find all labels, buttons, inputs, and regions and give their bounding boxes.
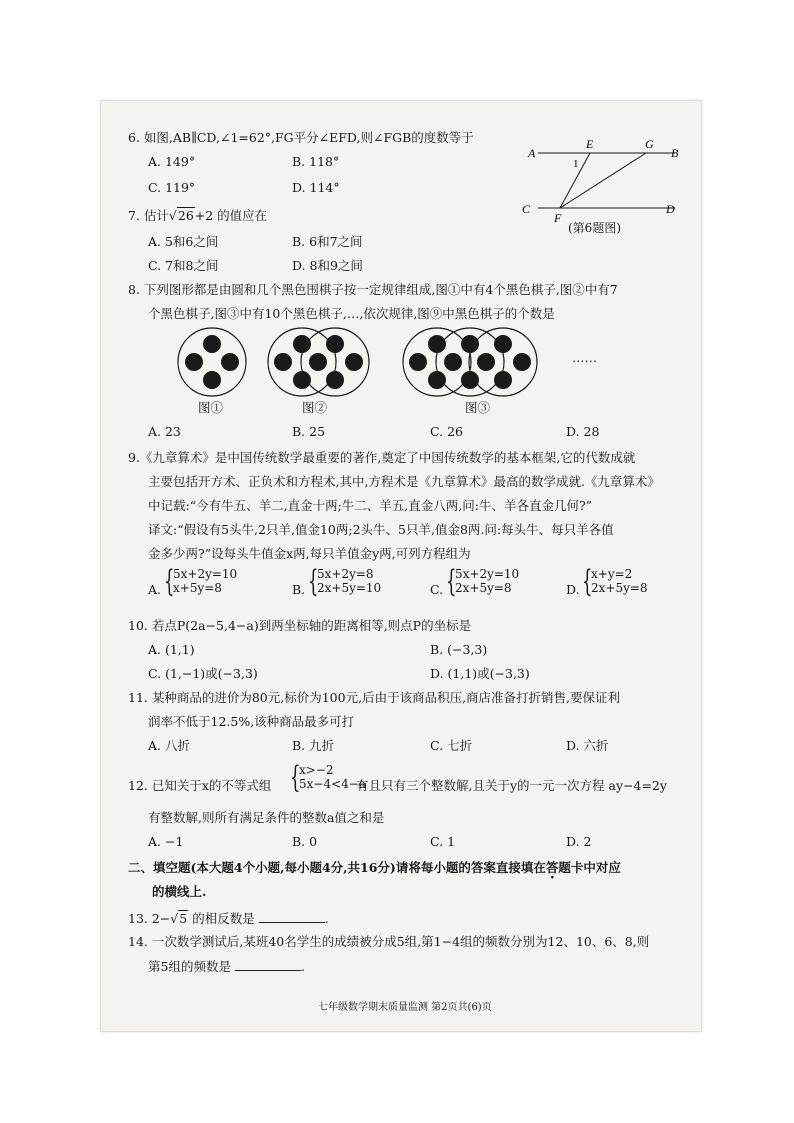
q9-line-3: 中记载:“今有牛五、羊二,直金十两;牛二、羊五,直金八两,问:牛、羊各直金几何?” (148, 498, 593, 513)
q9-line-2: 主要包括开方术、正负术和方程术,其中,方程术是《九章算术》最高的数学成就.《九章算术》 (148, 474, 660, 489)
brace-icon: { (446, 564, 457, 599)
q13-pre: 13. 2− (128, 911, 171, 926)
q11-line-2: 润率不低于12.5%,该种商品最多可打 (148, 714, 355, 729)
q12-option-c: C. 1 (430, 834, 456, 849)
page-footer: 七年级数学期末质量监测 第2页共(6)页 (318, 1002, 492, 1013)
q8-ellipsis: …… (572, 350, 597, 365)
q14-line-1: 14. 一次数学测试后,某班40名学生的成绩被分成5组,第1−4组的频数分别为12、10、6、8,则 (128, 934, 650, 949)
q13-end: . (324, 911, 329, 926)
q9-option-a-eq1: 5x+2y=10 (173, 567, 238, 581)
section2-heading-line2: 的横线上. (152, 884, 207, 899)
q11-option-d: D. 六折 (566, 738, 609, 753)
q8-option-b: B. 25 (292, 424, 326, 439)
q12-ineq1: x>−2 (299, 763, 334, 777)
brace-icon: { (582, 564, 593, 599)
q9-option-c-system (446, 564, 536, 600)
q14-answer-blank (235, 958, 301, 971)
q11-option-c: C. 七折 (430, 738, 473, 753)
q9-option-a-eq2: x+5y=8 (173, 581, 222, 595)
q9-option-a-system (164, 564, 254, 600)
q7-radicand: 26 (177, 208, 194, 223)
q7-stem (128, 208, 267, 224)
q6-label-1: 1 (573, 158, 579, 170)
q8-figure-2 (268, 328, 369, 396)
q7-option-d: D. 8和9之间 (292, 258, 363, 273)
q10-option-c: C. (1,−1)或(−3,3) (148, 666, 258, 681)
brace-icon: { (164, 564, 175, 599)
q6-stem: 6. 如图,AB∥CD,∠1=62°,FG平分∠EFD,则∠FGB的度数等于 (128, 130, 474, 145)
section2-line1-post: 中对应 (583, 860, 621, 875)
q12-stem-post: 有且只有三个整数解,且关于y的一元一次方程 ay−4=2y (356, 778, 667, 793)
q8-figure-label-2: 图② (302, 400, 328, 415)
q9-option-c-letter: C. (430, 582, 444, 597)
q6-label-g: G (645, 137, 654, 151)
q10-option-a: A. (1,1) (148, 642, 195, 657)
q9-option-d-eq1: x+y=2 (591, 567, 633, 581)
q13-post: 的相反数是 (192, 911, 255, 926)
q11-option-b: B. 九折 (292, 738, 335, 753)
q12-stem-pre: 12. 已知关于x的不等式组 (128, 778, 272, 793)
q9-option-d-eq2: 2x+5y=8 (591, 581, 648, 595)
q9-line-1: 9.《九章算术》是中国传统数学最重要的著作,奠定了中国传统数学的基本框架,它的代数成就 (128, 450, 636, 465)
q9-option-b-system (308, 564, 398, 600)
q8-option-a: A. 23 (148, 424, 181, 439)
section2-line1-emph: 答题卡 (545, 860, 584, 875)
q7-option-c: C. 7和8之间 (148, 258, 219, 273)
q14-line-2 (148, 958, 305, 975)
q7-option-b: B. 6和7之间 (292, 234, 363, 249)
q9-line-5: 金多少两?”设每头牛值金x两,每只羊值金y两,可列方程组为 (148, 546, 471, 561)
q8-figure-label-1: 图① (198, 400, 224, 415)
q10-stem: 10. 若点P(2a−5,4−a)到两坐标轴的距离相等,则点P的坐标是 (128, 618, 472, 633)
q13-radicand: 5 (179, 911, 188, 926)
q9-option-c-eq1: 5x+2y=10 (455, 567, 520, 581)
q12-option-a: A. −1 (148, 834, 184, 849)
q12-ineq2: 5x−4<4−a (299, 777, 366, 791)
q13-stem (128, 910, 329, 927)
q9-option-d-system (582, 564, 672, 600)
q8-stem-line2: 个黑色棋子,图③中有10个黑色棋子,…,依次规律,图⑨中黑色棋子的个数是 (148, 306, 555, 321)
q8-figure (175, 320, 555, 404)
q12-option-b: B. 0 (292, 834, 318, 849)
q8-option-c: C. 26 (430, 424, 463, 439)
q7-option-a: A. 5和6之间 (148, 234, 219, 249)
q6-label-a: A (528, 146, 536, 160)
q7-stem-post: +2 的值应在 (194, 208, 268, 223)
section2-line1-pre: 二、填空题(本大题4个小题,每小题4分,共16分)请将每小题的答案直接填在 (128, 860, 546, 875)
q6-caption: (第6题图) (568, 221, 621, 235)
q9-option-a-letter: A. (148, 582, 162, 597)
q8-figure-1 (178, 328, 246, 396)
q14-line2-end: . (300, 959, 305, 974)
q8-figure-3 (403, 328, 537, 396)
q8-figure-label-3: 图③ (465, 400, 491, 415)
q6-label-f: F (554, 211, 562, 225)
q6-label-d: D (666, 202, 675, 216)
q6-label-e: E (586, 137, 594, 151)
q6-option-b: B. 118° (292, 154, 340, 169)
q6-option-d: D. 114° (292, 180, 340, 195)
q13-answer-blank (259, 910, 325, 923)
q14-line2-pre: 第5组的频数是 (148, 959, 231, 974)
brace-icon: { (308, 564, 319, 599)
q8-stem-line1: 8. 下列图形都是由圆和几个黑色围棋子按一定规律组成,图①中有4个黑色棋子,图②中有7 (128, 282, 618, 297)
q9-option-b-eq1: 5x+2y=8 (317, 567, 374, 581)
q9-option-d-letter: D. (566, 582, 580, 597)
section2-heading-line1 (128, 860, 621, 876)
brace-icon: { (290, 760, 301, 795)
q6-option-a: A. 149° (148, 154, 196, 169)
q10-option-d: D. (1,1)或(−3,3) (430, 666, 530, 681)
q6-label-c: C (522, 202, 531, 216)
sqrt-sign: √ (168, 208, 177, 223)
q12-inequality-system (290, 760, 366, 796)
q12-line-2: 有整数解,则所有满足条件的整数a值之和是 (148, 810, 385, 825)
sqrt-sign: √ (170, 911, 179, 926)
q8-option-d: D. 28 (566, 424, 600, 439)
q10-option-b: B. (−3,3) (430, 642, 488, 657)
q6-label-b: B (671, 146, 679, 160)
q9-option-b-letter: B. (292, 582, 306, 597)
q9-option-c-eq2: 2x+5y=8 (455, 581, 512, 595)
q11-line-1: 11. 某种商品的进价为80元,标价为100元,后由于该商品积压,商店准备打折销售,要保证利 (128, 690, 621, 705)
q11-option-a: A. 八折 (148, 738, 190, 753)
q6-option-c: C. 119° (148, 180, 196, 195)
q9-option-b-eq2: 2x+5y=10 (317, 581, 382, 595)
q7-stem-pre: 7. 估计 (128, 208, 169, 223)
q9-line-4: 译文:“假设有5头牛,2只羊,值金10两;2头牛、5只羊,值金8两.问:每头牛、每只羊各值 (148, 522, 614, 537)
q12-option-d: D. 2 (566, 834, 592, 849)
